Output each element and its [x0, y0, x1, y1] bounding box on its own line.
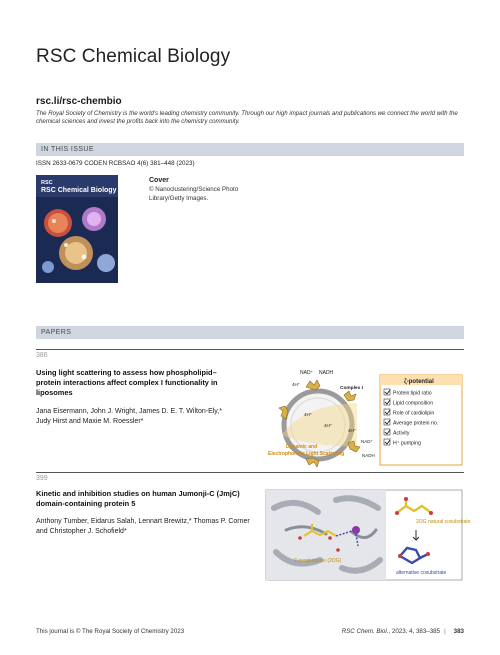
journal-title: RSC Chemical Biology	[36, 46, 231, 67]
graphic-label: 4H⁺	[292, 382, 301, 387]
zeta-panel-title: ζ-potential	[404, 379, 434, 385]
papers-band	[36, 326, 464, 339]
graphic-caption: Dynamic and	[286, 444, 318, 450]
issn-line: ISSN 2633-0679 CODEN RCBSAO 4(6) 381–448 (2023)	[36, 160, 195, 167]
journal-url[interactable]: rsc.li/rsc-chembio	[36, 96, 122, 107]
label-natural: 2OG natural cosubstrate	[416, 519, 471, 525]
graphic-label: NADH	[319, 370, 334, 376]
checklist-item: Average protein no.	[393, 420, 439, 427]
graphic-label: NAD⁺	[361, 439, 373, 444]
graphic-label: 4H⁺	[348, 428, 357, 433]
in-this-issue-band	[36, 143, 464, 156]
graphic-label: Complex I	[340, 386, 363, 391]
checklist-item: Lipid composition	[393, 400, 434, 407]
footer-page-number: 383	[453, 628, 464, 635]
footer-journal: RSC Chem. Biol.	[341, 628, 389, 635]
footer-copyright: This journal is © The Royal Society of Chemistry 2023	[36, 628, 185, 635]
article-title[interactable]: Using light scattering to assess how phospholipid–protein interactions affect complex I functionality in liposomes	[36, 368, 218, 397]
footer-volume: , 2023, 4, 383–385	[388, 628, 441, 635]
cover-credit: © Nanoclustering/Science Photo Library/Getty Images.	[149, 186, 239, 202]
papers-heading: PAPERS	[41, 328, 72, 336]
svg-text:RSC: RSC	[41, 180, 53, 186]
checklist-item: Role of cardiolipin	[393, 410, 435, 417]
label-alt: alternative cosubstrate	[396, 570, 447, 576]
label-2og: 2-oxoglutarate (2OG)	[294, 558, 342, 564]
article-authors: Jana Eisermann, John J. Wright, James D. E. T. Wilton-Ely,* Judy Hirst and Maxie M. Roessler*	[36, 408, 222, 425]
article-page-number: 386	[36, 352, 48, 359]
article-divider	[36, 472, 464, 473]
in-this-issue-heading: IN THIS ISSUE	[41, 145, 94, 153]
graphic-caption: Electrophoretic Light Scattering	[268, 451, 345, 457]
article-divider	[36, 349, 464, 350]
graphic-label: 4H⁺	[324, 423, 333, 428]
graphic-label: NAD⁺	[300, 370, 314, 376]
cover-image[interactable]	[36, 175, 118, 283]
cover-image-title: RSC Chemical Biology	[41, 187, 117, 194]
graphic-label: NADH	[362, 453, 375, 458]
journal-blurb: The Royal Society of Chemistry is the world's leading chemistry community. Through our high impact journals and publications we connect the world with the chemical sciences and invest the profits back into the chemistry community.	[36, 110, 458, 125]
article-authors: Anthony Tumber, Eidarus Salah, Lennart Brewitz,* Thomas P. Corner and Christopher J. Schofield*	[36, 518, 250, 535]
checklist-item: H⁺ pumping	[393, 440, 421, 447]
footer-citation: RSC Chem. Biol., 2023, 4, 383–385 | 383	[341, 628, 464, 635]
graphic-label: 4H⁺	[304, 412, 313, 417]
article-title[interactable]: Kinetic and inhibition studies on human Jumonji-C (JmjC) domain-containing protein 5	[36, 489, 240, 508]
checklist-item: Protein:lipid ratio	[393, 390, 432, 397]
complex-i-liposome-graphic[interactable]	[262, 365, 464, 473]
checklist-item: Activity	[393, 430, 410, 437]
article-page-number: 399	[36, 475, 48, 482]
jmjd5-structure-graphic[interactable]	[266, 490, 471, 580]
cover-heading: Cover	[149, 177, 169, 184]
